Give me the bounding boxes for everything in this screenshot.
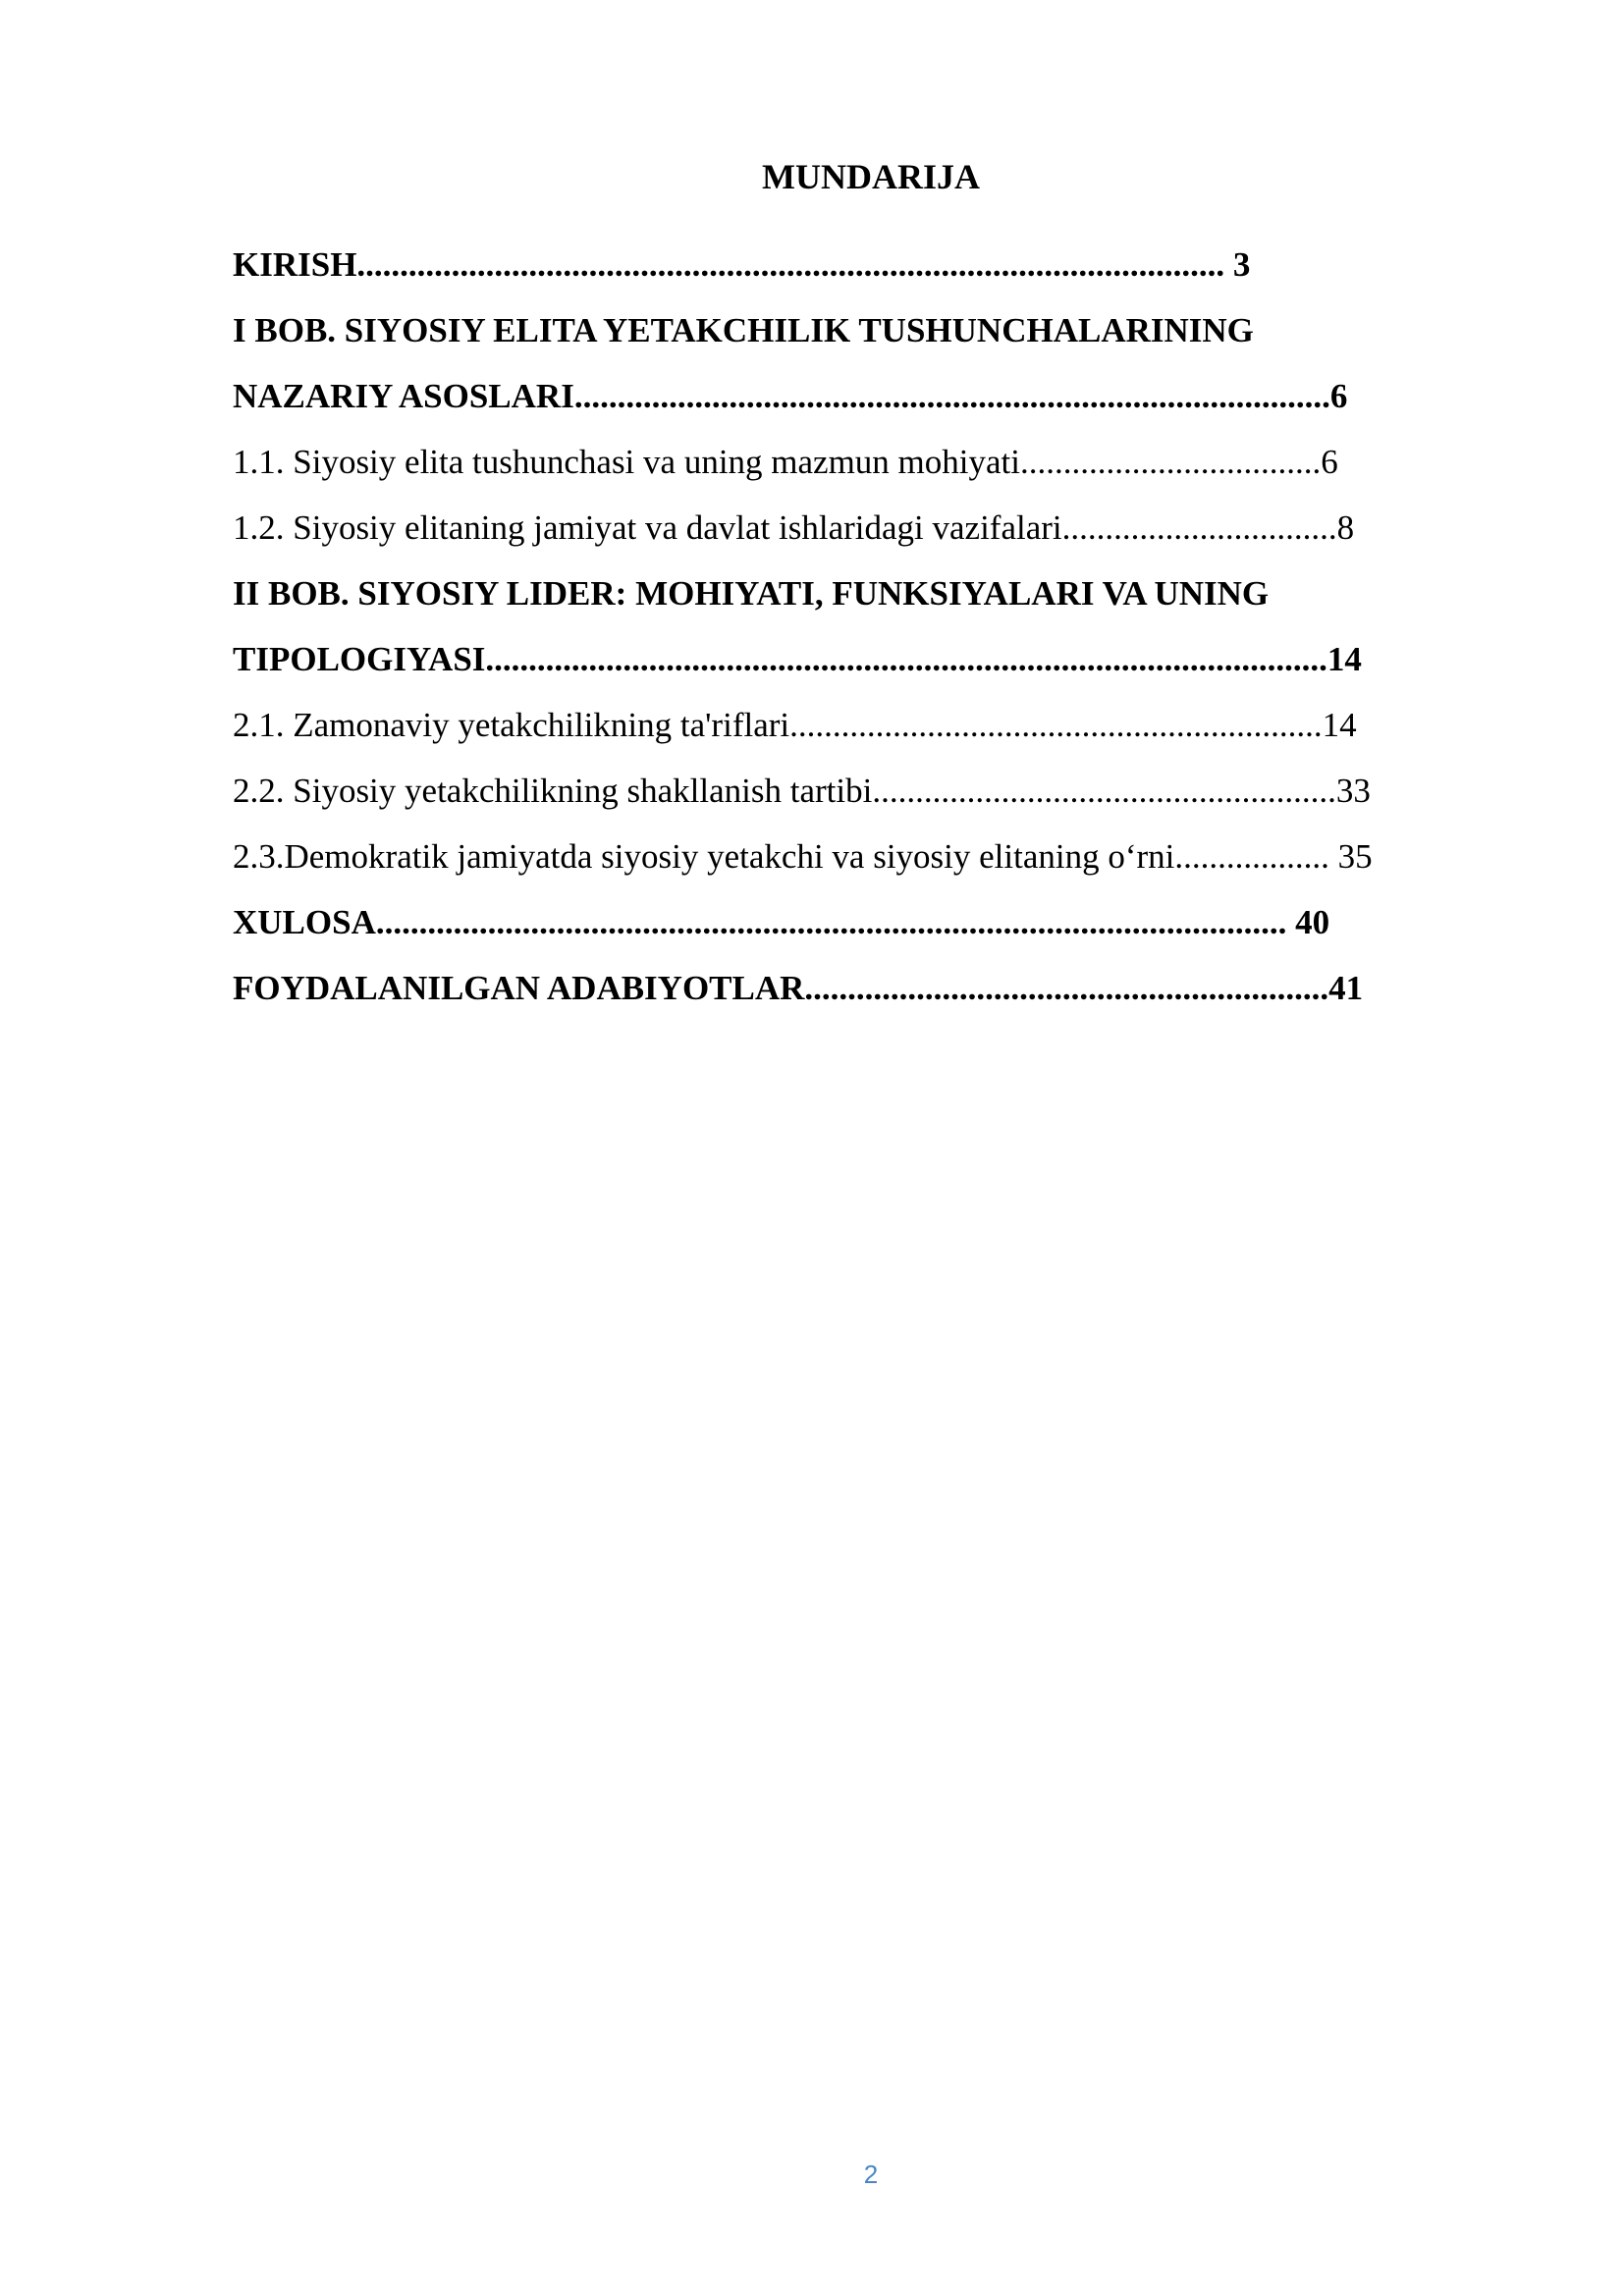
toc-entry-chapter-1-title-cont[interactable] — [233, 363, 1509, 429]
toc-entry-kirish[interactable] — [233, 232, 1509, 297]
toc-entry-xulosa[interactable] — [233, 889, 1509, 955]
toc-entry-bibliography[interactable] — [233, 955, 1509, 1021]
toc-entry-text: 1.1. Siyosiy elita tushunchasi va uning mazmun mohiyati...................................6 — [233, 443, 1338, 481]
toc-title: MUNDARIJA — [762, 157, 980, 196]
toc-entry-chapter-2-title[interactable] — [233, 561, 1509, 626]
toc-entry-section-2-2[interactable] — [233, 758, 1509, 824]
toc-entry-text: 1.2. Siyosiy elitaning jamiyat va davlat ishlaridagi vazifalari................................8 — [233, 508, 1355, 547]
toc-entry-chapter-1-title[interactable] — [233, 297, 1509, 363]
toc-entry-section-1-1[interactable] — [233, 429, 1509, 495]
toc-entry-text: 2.1. Zamonaviy yetakchilikning ta'riflari..............................................................14 — [233, 706, 1357, 744]
toc-entry-text: KIRISH..................................................................................................... 3 — [233, 245, 1251, 284]
toc-entry-section-2-3[interactable] — [233, 824, 1509, 889]
toc-entry-section-1-2[interactable] — [233, 495, 1509, 561]
table-of-contents — [233, 232, 1509, 1021]
toc-entry-text: XULOSA.......................................................................................................... 40 — [233, 903, 1330, 941]
toc-entry-section-2-1[interactable] — [233, 692, 1509, 758]
toc-entry-text: NAZARIY ASOSLARI........................................................................................6 — [233, 377, 1348, 415]
page-number: 2 — [863, 2160, 879, 2189]
toc-entry-chapter-2-title-cont[interactable] — [233, 626, 1509, 692]
toc-entry-text: I BOB. SIYOSIY ELITA YETAKCHILIK TUSHUNCHALARINING — [233, 311, 1254, 349]
toc-entry-text: II BOB. SIYOSIY LIDER: MOHIYATI, FUNKSIYALARI VA UNING — [233, 574, 1270, 613]
toc-entry-text: 2.3.Demokratik jamiyatda siyosiy yetakchi va siyosiy elitaning o‘rni.................. 35 — [233, 837, 1373, 876]
toc-entry-text: FOYDALANILGAN ADABIYOTLAR.............................................................41 — [233, 969, 1364, 1007]
toc-entry-text: 2.2. Siyosiy yetakchilikning shakllanish tartibi......................................................33 — [233, 772, 1371, 810]
toc-entry-text: TIPOLOGIYASI..................................................................................................14 — [233, 640, 1362, 678]
